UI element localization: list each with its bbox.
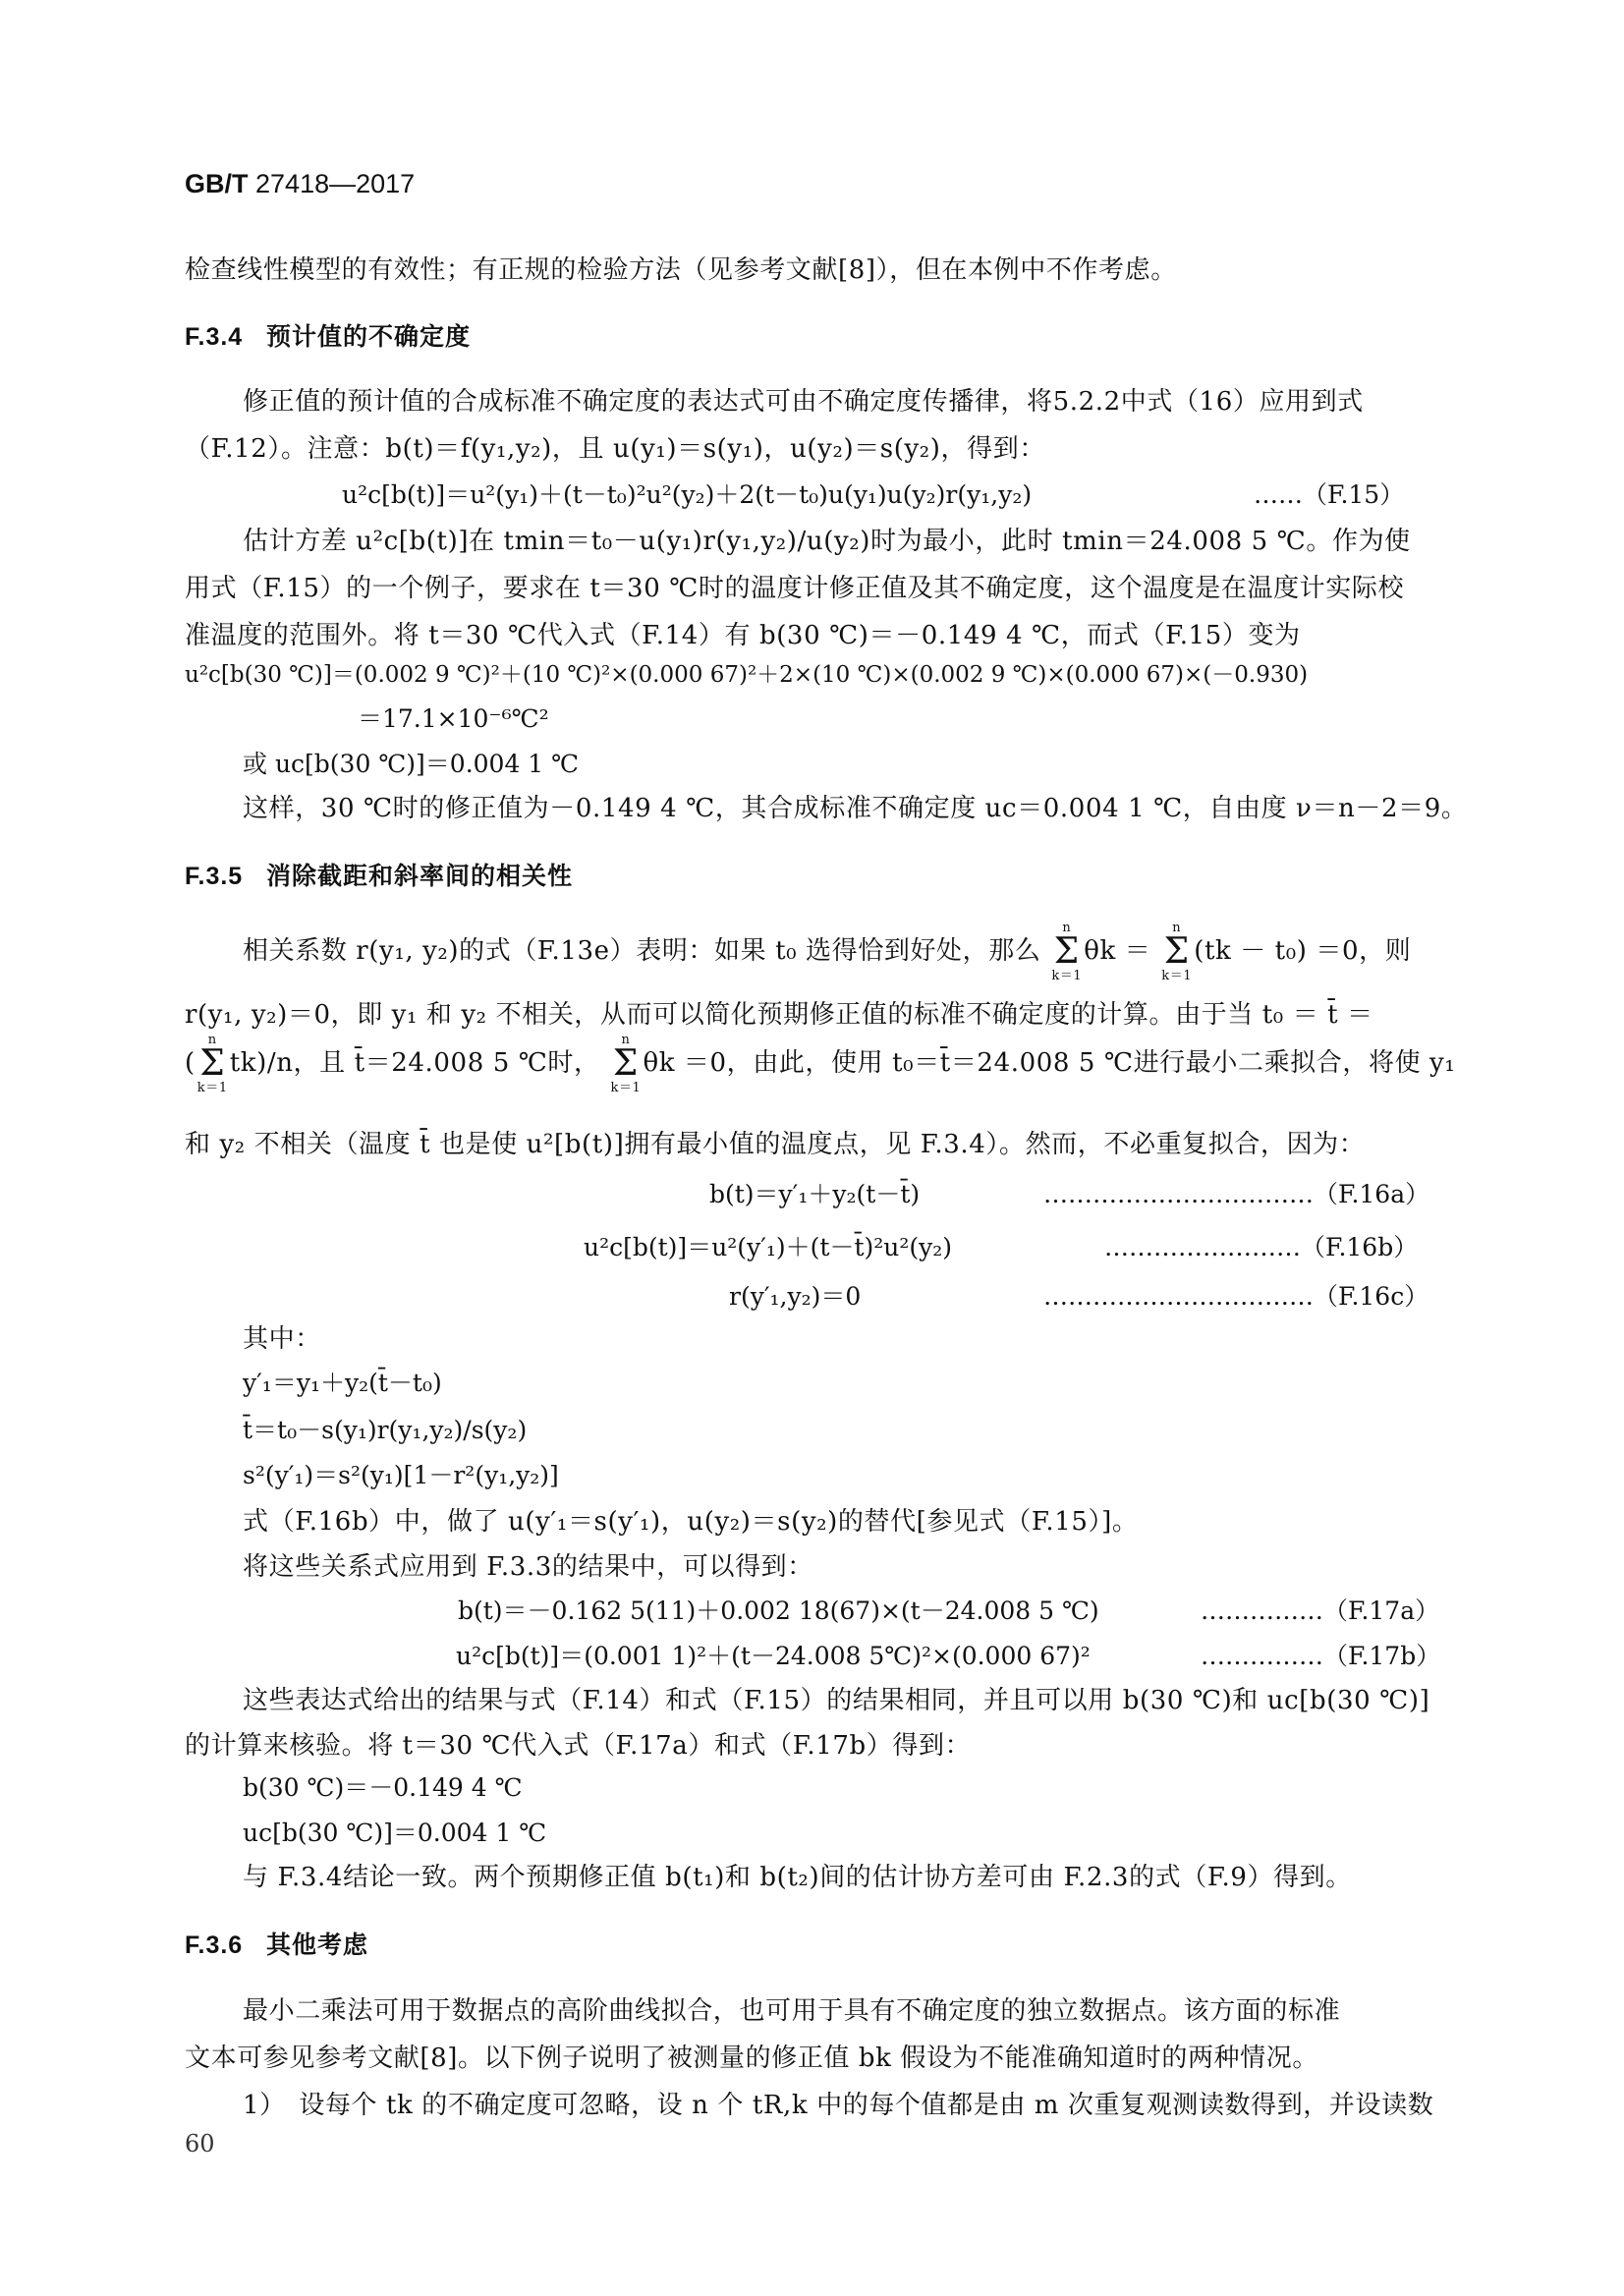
section-heading-f36: F.3.6 其他考虑 bbox=[185, 1932, 369, 1959]
paragraph-line: 修正值的预计值的合成标准不确定度的表达式可由不确定度传播律，将5.2.2中式（16）应用到式 bbox=[243, 387, 1364, 417]
list-item: 1） 设每个 tk 的不确定度可忽略，设 n 个 tR,k 中的每个值都是由 m 次重复观测读数得到，并设读数 bbox=[243, 2091, 1434, 2120]
paragraph-line: （F.12）。注意：b(t)＝f(y₁,y₂)，且 u(y₁)＝s(y₁)，u(y₂)＝s(y₂)，得到： bbox=[185, 434, 1045, 464]
equation-tag-f16b: ……………………（F.16b） bbox=[1104, 1233, 1419, 1261]
equation-f16a: b(t)＝y′₁＋y₂(t－t̄) bbox=[709, 1180, 921, 1208]
equation-tag-f17a: ……………（F.17a） bbox=[1201, 1596, 1440, 1625]
equation-f17b: u²c[b(t)]＝(0.001 1)²＋(t－24.008 5℃)²×(0.000 67)² bbox=[456, 1642, 1091, 1670]
paragraph-line: 的计算来核验。将 t＝30 ℃代入式（F.17a）和式（F.17b）得到： bbox=[185, 1731, 972, 1761]
paragraph-line: 这些表达式给出的结果与式（F.14）和式（F.15）的结果相同，并且可以用 b(30 ℃)和 uc[b(30 ℃)] bbox=[243, 1686, 1430, 1715]
paragraph-line: 用式（F.15）的一个例子，要求在 t＝30 ℃时的温度计修正值及其不确定度，这个温度是在温度计实际校 bbox=[185, 574, 1405, 603]
paragraph-line: 准温度的范围外。将 t＝30 ℃代入式（F.14）有 b(30 ℃)＝－0.149 4 ℃，而式（F.15）变为 bbox=[185, 621, 1301, 650]
section-heading-f34: F.3.4 预计值的不确定度 bbox=[185, 323, 472, 351]
paragraph-line: 这样，30 ℃时的修正值为－0.149 4 ℃，其合成标准不确定度 uc＝0.004 1 ℃，自由度 ν＝n－2＝9。 bbox=[243, 794, 1468, 823]
definition-line: t̄＝t₀－s(y₁)r(y₁,y₂)/s(y₂) bbox=[243, 1416, 528, 1444]
summation-symbol: n Σ k＝1 bbox=[610, 1033, 642, 1095]
equation-f17a: b(t)＝－0.162 5(11)＋0.002 18(67)×(t－24.008 5 ℃) bbox=[458, 1596, 1099, 1625]
paragraph-line: 与 F.3.4结论一致。两个预期修正值 b(t₁)和 b(t₂)间的估计协方差可由 F.2.3的式（F.9）得到。 bbox=[243, 1863, 1352, 1892]
paragraph-line: 估计方差 u²c[b(t)]在 tmin＝t₀－u(y₁)r(y₁,y₂)/u(y₂)时为最小，此时 tmin＝24.008 5 ℃。作为使 bbox=[243, 527, 1411, 556]
result-line: uc[b(30 ℃)]＝0.004 1 ℃ bbox=[243, 1819, 547, 1847]
definition-line: y′₁＝y₁＋y₂(t̄－t₀) bbox=[243, 1369, 442, 1397]
paragraph-line: 其中： bbox=[243, 1324, 321, 1354]
section-heading-f35: F.3.5 消除截距和斜率间的相关性 bbox=[185, 863, 574, 890]
equation-tag-f16a: ……………………………（F.16a） bbox=[1043, 1180, 1430, 1208]
page-number: 60 bbox=[185, 2130, 215, 2157]
equation-b30-result: ＝17.1×10⁻⁶℃² bbox=[358, 704, 549, 733]
paragraph-line: 式（F.16b）中，做了 u(y′₁＝s(y′₁)，u(y₂)＝s(y₂)的替代[参见式（F.15）]。 bbox=[243, 1507, 1139, 1537]
summation-symbol: n Σ k＝1 bbox=[1161, 921, 1193, 983]
equation-tag-f15: ……（F.15） bbox=[1254, 480, 1405, 509]
paragraph-line: 最小二乘法可用于数据点的高阶曲线拟合，也可用于具有不确定度的独立数据点。该方面的标准 bbox=[243, 1996, 1341, 2026]
paragraph-line: 文本可参见参考文献[8]。以下例子说明了被测量的修正值 bk 假设为不能准确知道时的两种情况。 bbox=[185, 2044, 1318, 2073]
paragraph-line-with-sums: 相关系数 r(y₁, y₂)的式（F.13e）表明：如果 t₀ 选得恰到好处，那么 n Σ k＝1 θk ＝ n Σ k＝1 (tk － t₀) ＝0，则 bbox=[243, 921, 1412, 983]
paragraph-line: 将这些关系式应用到 F.3.3的结果中，可以得到： bbox=[243, 1552, 813, 1582]
paragraph-line-with-sums: ( n Σ k＝1 tk)/n，且 t̄＝24.008 5 ℃时， n Σ k＝1 θk ＝0，由此，使用 t₀＝t̄＝24.008 5 ℃进行最小二乘拟合，将使 y₁ bbox=[185, 1033, 1456, 1095]
summation-symbol: n Σ k＝1 bbox=[196, 1033, 228, 1095]
summation-symbol: n Σ k＝1 bbox=[1051, 921, 1083, 983]
equation-tag-f16c: ……………………………（F.16c） bbox=[1043, 1282, 1429, 1311]
equation-tag-f17b: ……………（F.17b） bbox=[1201, 1642, 1441, 1670]
paragraph-line: r(y₁, y₂)＝0，即 y₁ 和 y₂ 不相关，从而可以简化预期修正值的标准不确定度的计算。由于当 t₀ ＝ t̄ ＝ bbox=[185, 1000, 1373, 1030]
equation-b30-variance: u²c[b(30 ℃)]＝(0.002 9 ℃)²＋(10 ℃)²×(0.000 67)²＋2×(10 ℃)×(0.002 9 ℃)×(0.000 67)×(－0.930) bbox=[185, 662, 1309, 688]
equation-f15: u²c[b(t)]＝u²(y₁)＋(t－t₀)²u²(y₂)＋2(t－t₀)u(y₁)u(y₂)r(y₁,y₂) bbox=[342, 480, 1033, 509]
equation-f16b: u²c[b(t)]＝u²(y′₁)＋(t－t̄)²u²(y₂) bbox=[584, 1233, 953, 1261]
result-line: b(30 ℃)＝－0.149 4 ℃ bbox=[243, 1773, 523, 1802]
equation-b30-uncertainty: 或 uc[b(30 ℃)]＝0.004 1 ℃ bbox=[243, 750, 580, 778]
equation-f16c: r(y′₁,y₂)＝0 bbox=[729, 1282, 862, 1311]
definition-line: s²(y′₁)＝s²(y₁)[1－r²(y₁,y₂)] bbox=[243, 1461, 559, 1489]
paragraph-line: 检查线性模型的有效性；有正规的检验方法（见参考文献[8]），但在本例中不作考虑。 bbox=[185, 255, 1177, 285]
standard-number: GB/T 27418—2017 bbox=[185, 169, 416, 198]
paragraph-line: 和 y₂ 不相关（温度 t̄ 也是使 u²[b(t)]拥有最小值的温度点，见 F.3.4）。然而，不必重复拟合，因为： bbox=[185, 1130, 1366, 1159]
